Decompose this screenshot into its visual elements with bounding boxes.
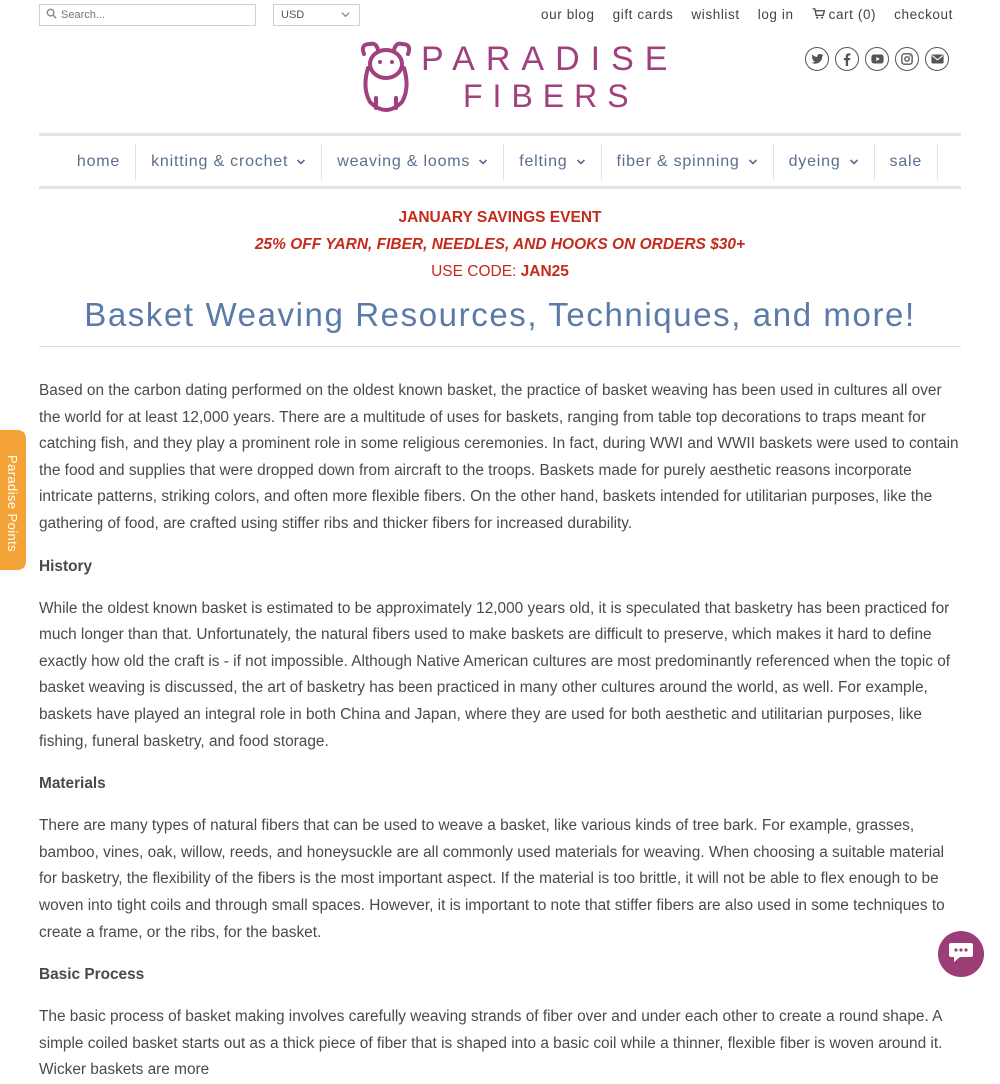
logo-word-fibers: FIBERS: [463, 78, 639, 114]
logo-word-paradise: PARADISE: [421, 40, 679, 78]
nav-item-label: dyeing: [788, 153, 841, 170]
chevron-down-icon: [478, 153, 488, 171]
promo-offer: [39, 234, 961, 261]
chevron-down-icon: [296, 153, 306, 171]
nav-item-label: felting: [519, 153, 568, 170]
process-paragraph: The basic process of basket making involves carefully weaving strands of fiber over and under each other to create a round shape. A simple coiled basket starts out as a thick piece of fiber that is shaped into a basic coil while a thinner, flexible fiber is woven around it. Wicker baskets are more: [39, 1008, 943, 1079]
process-heading: Basic Process: [39, 966, 145, 984]
twitter-icon[interactable]: [805, 47, 829, 71]
article-intro: Based on the carbon dating performed on the oldest known basket, the practice of basket weaving has been used in cultures all over the world for at least 12,000 years. There are a multitude of uses for baskets, ranging from table top decorations to traps meant for catching fish, and they play a prominent role in some religious ceremonies. In fact, during WWI and WWII baskets were used to contain the food and supplies that were dropped down from aircraft to the troops. Baskets made for purely aesthetic reasons incorporate intricate patterns, striking colors, and often more flexible fibers. On the other hand, baskets intended for utilitarian purposes, like the gathering of food, are crafted using stiffer ribs and thicker fibers for increased durability.: [39, 382, 959, 532]
search-box[interactable]: [39, 4, 256, 26]
logo[interactable]: [358, 40, 679, 114]
nav-item-felting[interactable]: [504, 144, 601, 180]
history-paragraph: While the oldest known basket is estimated to be approximately 12,000 years old, it is speculated that basketry has been practiced for much longer than that. Unfortunately, the natural fibers used to make baskets are difficult to preserve, which makes it hard to define exactly how old the craft is - if not impossible. Although Native American cultures are most predominantly referenced when the topic of basket weaving is discussed, the art of basketry has been practiced in many other cultures around the world, as well. For example, baskets have played an integral role in both China and Japan, where they are used for both aesthetic and utilitarian purposes, like fishing, funeral basketry, and food storage.: [39, 599, 951, 750]
nav-item-label: weaving & looms: [337, 153, 471, 170]
wishlist-link[interactable]: wishlist: [691, 7, 740, 22]
chat-icon: [948, 941, 974, 968]
cart-label: cart (0): [828, 7, 877, 22]
top-links: [541, 7, 953, 22]
history-heading: History: [39, 557, 93, 575]
nav-item-home[interactable]: [62, 144, 136, 180]
chevron-down-icon: [748, 153, 758, 171]
article-body: [39, 378, 961, 1084]
chevron-down-icon: [576, 153, 586, 171]
checkout-link[interactable]: checkout: [894, 7, 953, 22]
promo-headline: JANUARY SAVINGS EVENT: [398, 209, 602, 226]
search-input[interactable]: [57, 9, 241, 21]
promo-banner: [39, 207, 961, 288]
page-title: Basket Weaving Resources, Techniques, and more!: [84, 296, 916, 333]
email-icon[interactable]: [925, 47, 949, 71]
main-nav: [39, 133, 961, 189]
nav-item-label: fiber & spinning: [616, 153, 740, 170]
instagram-icon[interactable]: [895, 47, 919, 71]
chat-button[interactable]: [938, 931, 984, 977]
paradise-points-label: Paradise Points: [5, 455, 20, 553]
promo-offer-text: 25% OFF YARN, FIBER, NEEDLES, AND HOOKS ON ORDERS $30+: [254, 236, 746, 253]
cart-link[interactable]: [812, 7, 877, 22]
chevron-down-icon: [849, 153, 859, 171]
youtube-icon[interactable]: [865, 47, 889, 71]
paradise-points-tab[interactable]: [0, 430, 26, 570]
materials-paragraph: There are many types of natural fibers that can be used to weave a basket, like various kinds of tree bark. For example, grasses, bamboo, vines, oak, willow, reeds, and honeysuckle are all commonly used materials for weaving. When choosing a suitable material for basketry, the flexibility of the fibers is the most important aspect. If the material is too brittle, it will not be able to flex enough to be woven into tight coils and through small spaces. However, it is important to note that stiffer fibers are also used in some techniques to create a frame, or the ribs, for the basket.: [39, 817, 945, 941]
promo-code-line: [39, 261, 961, 288]
search-icon: [46, 6, 57, 24]
nav-item-label: sale: [889, 153, 923, 170]
gift-cards-link[interactable]: gift cards: [612, 7, 674, 22]
chevron-down-icon: [341, 10, 350, 22]
nav-item-dyeing[interactable]: [774, 144, 875, 180]
nav-item-label: knitting & crochet: [151, 153, 289, 170]
facebook-icon[interactable]: [835, 47, 859, 71]
promo-code: JAN25: [520, 263, 569, 280]
nav-items: [39, 136, 961, 186]
title-divider: [39, 346, 961, 347]
nav-item-sale[interactable]: [875, 144, 939, 180]
nav-item-knitting-crochet[interactable]: [136, 144, 322, 180]
blog-link[interactable]: our blog: [541, 7, 595, 22]
currency-value: USD: [281, 9, 305, 21]
nav-item-fiber-spinning[interactable]: [602, 144, 774, 180]
materials-heading: Materials: [39, 775, 106, 793]
login-link[interactable]: log in: [757, 7, 794, 22]
cart-icon: [812, 7, 825, 22]
social-links: [805, 47, 949, 71]
sheep-logo-icon: [358, 40, 414, 112]
promo-code-label: USE CODE:: [431, 263, 521, 280]
nav-item-weaving-looms[interactable]: [322, 144, 504, 180]
nav-item-label: home: [76, 153, 121, 170]
currency-select[interactable]: [273, 4, 360, 26]
